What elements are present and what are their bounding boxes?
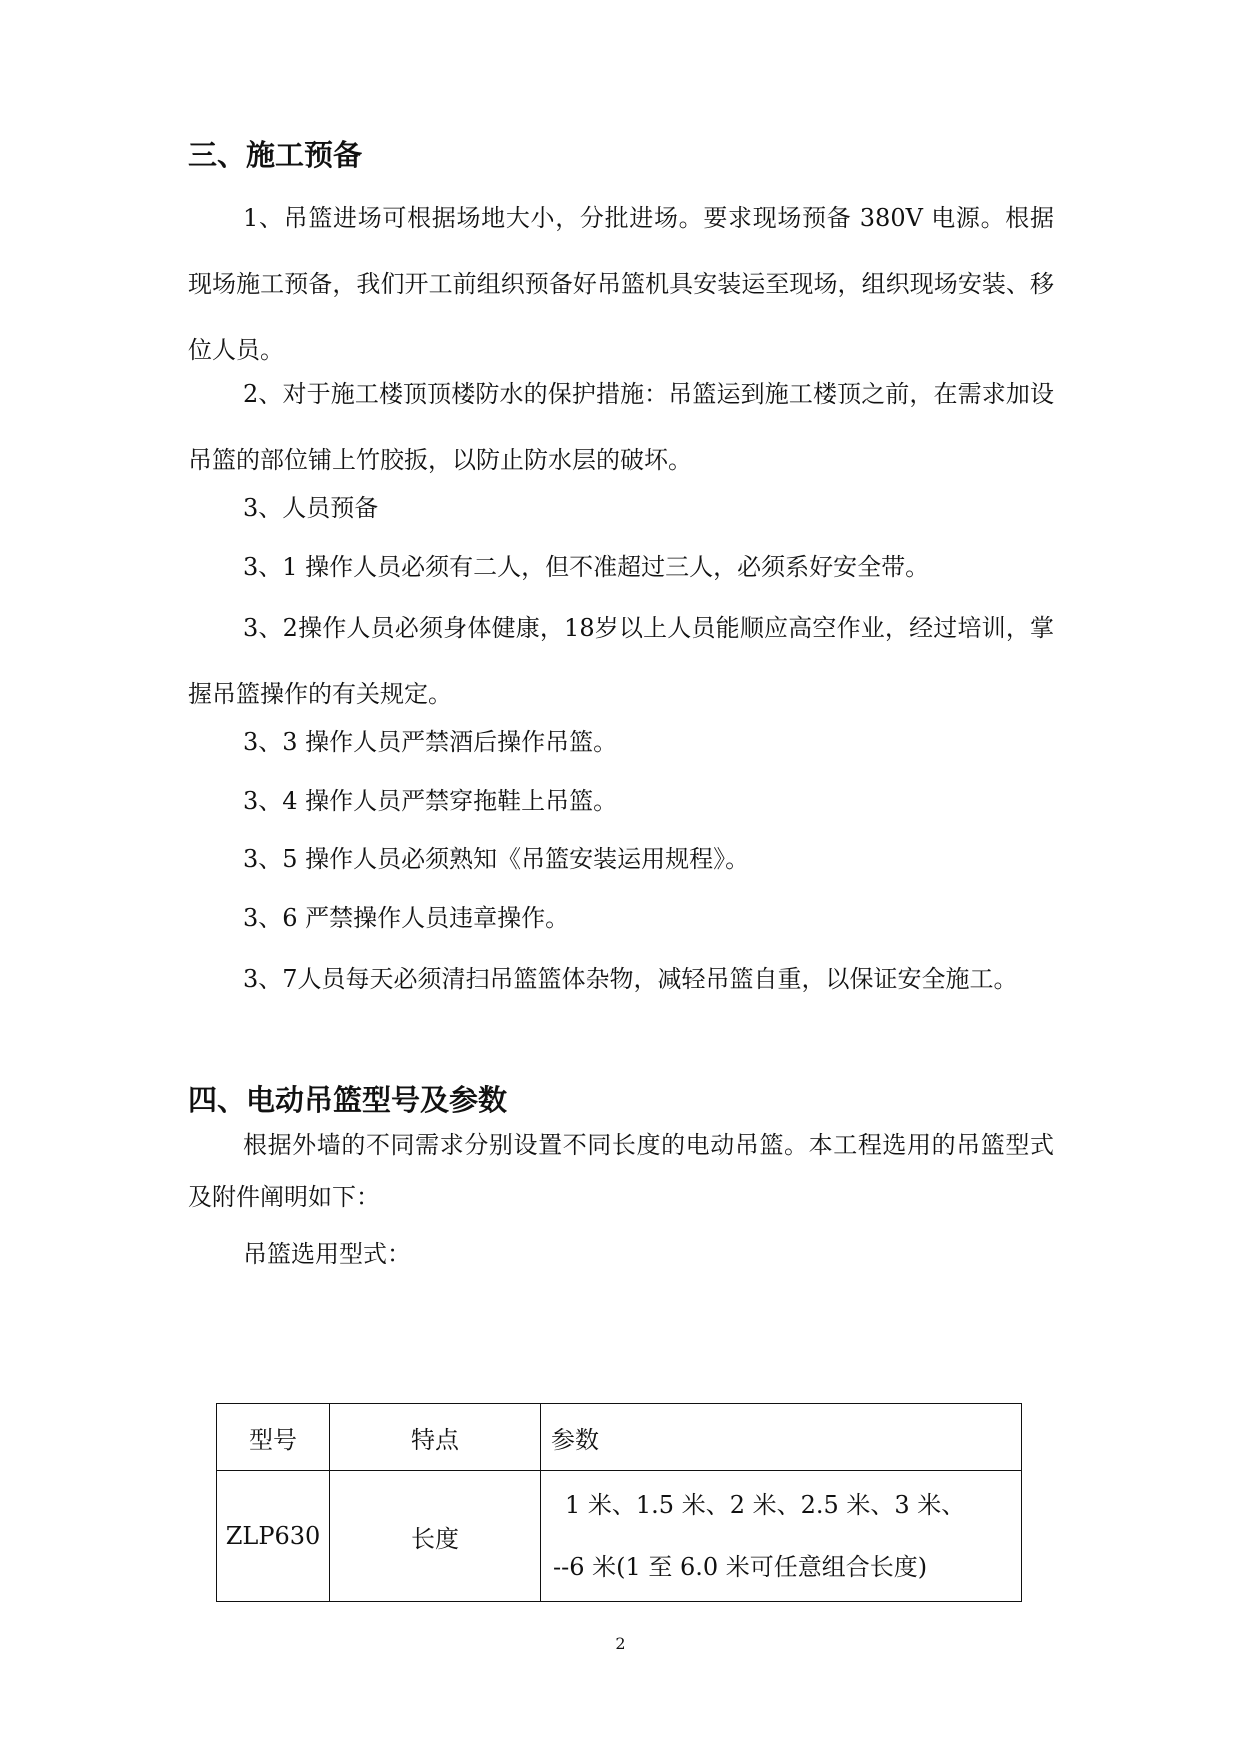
paragraph-3-3: 3、人员预备 bbox=[243, 494, 379, 522]
paragraph-3-2: 2、对于施工楼顶顶楼防水的保护措施：吊篮运到施工楼顶之前，在需求加设吊篮的部位铺上竹胶扳，以防止防水层的破坏。 bbox=[188, 380, 1054, 474]
paragraph-3-3-2: 3、2操作人员必须身体健康，18岁以上人员能顺应高空作业，经过培训，掌握吊篮操作的有关规定。 bbox=[188, 614, 1054, 708]
paragraph-3-3-1: 3、1 操作人员必须有二人，但不准超过三人，必须系好安全带。 bbox=[243, 553, 930, 581]
header-feature: 特点 bbox=[330, 1404, 541, 1471]
params-line-1: 1 米、1.5 米、2 米、2.5 米、3 米、 bbox=[565, 1491, 966, 1519]
paragraph-4-1: 根据外墙的不同需求分别设置不同长度的电动吊篮。本工程选用的吊篮型式及附件阐明如下： bbox=[188, 1131, 1054, 1211]
paragraph-3-3-6: 3、6 严禁操作人员违章操作。 bbox=[243, 904, 570, 932]
params-line-2: --6 米(1 至 6.0 米可任意组合长度) bbox=[553, 1553, 928, 1581]
section-3-heading: 三、施工预备 bbox=[188, 138, 363, 172]
paragraph-3-3-5: 3、5 操作人员必须熟知《吊篮安装运用规程》。 bbox=[243, 845, 750, 873]
header-model: 型号 bbox=[217, 1404, 330, 1471]
table-row bbox=[217, 1471, 1022, 1602]
paragraph-3-3-4: 3、4 操作人员严禁穿拖鞋上吊篮。 bbox=[243, 787, 618, 815]
page-number: 2 bbox=[615, 1634, 626, 1653]
paragraph-4-2: 吊篮选用型式： bbox=[243, 1240, 411, 1268]
cell-params bbox=[541, 1471, 1022, 1602]
paragraph-3-3-7: 3、7人员每天必须清扫吊篮篮体杂物，减轻吊篮自重，以保证安全施工。 bbox=[243, 965, 1018, 993]
header-params: 参数 bbox=[541, 1404, 1022, 1471]
paragraph-3-3-3: 3、3 操作人员严禁酒后操作吊篮。 bbox=[243, 728, 618, 756]
basket-spec-table bbox=[216, 1403, 1022, 1602]
paragraph-3-1: 1、吊篮进场可根据场地大小，分批进场。要求现场预备 380V 电源。根据现场施工预备，我们开工前组织预备好吊篮机具安装运至现场，组织现场安装、移位人员。 bbox=[188, 204, 1054, 364]
section-4-heading: 四、电动吊篮型号及参数 bbox=[188, 1083, 508, 1117]
cell-feature: 长度 bbox=[330, 1471, 541, 1602]
table-header-row bbox=[217, 1404, 1022, 1471]
cell-model: ZLP630 bbox=[217, 1471, 330, 1602]
